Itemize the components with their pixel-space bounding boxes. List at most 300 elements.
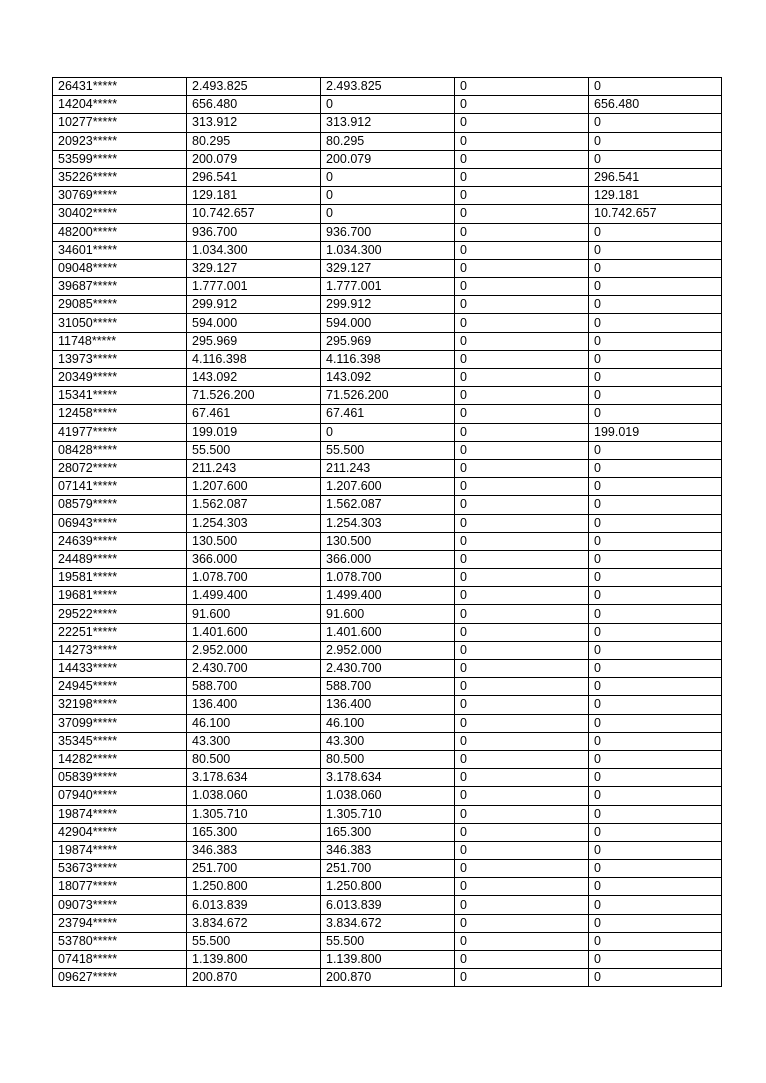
column-4-cell: 0 [455,114,589,132]
amount-cell: 80.295 [187,132,321,150]
amount-cell: 211.243 [187,459,321,477]
column-5-cell: 0 [589,823,722,841]
id-cell: 29522***** [53,605,187,623]
column-5-cell: 0 [589,769,722,787]
id-cell: 28072***** [53,459,187,477]
column-3-cell: 0 [321,168,455,186]
column-4-cell: 0 [455,314,589,332]
column-4-cell: 0 [455,823,589,841]
column-3-cell: 0 [321,187,455,205]
amount-cell: 296.541 [187,168,321,186]
id-cell: 05839***** [53,769,187,787]
id-cell: 07141***** [53,478,187,496]
column-5-cell: 0 [589,660,722,678]
table-row [53,205,722,223]
column-3-cell: 329.127 [321,259,455,277]
column-5-cell: 0 [589,532,722,550]
column-5-cell: 0 [589,514,722,532]
amount-cell: 80.500 [187,750,321,768]
id-cell: 19581***** [53,569,187,587]
column-3-cell: 55.500 [321,932,455,950]
column-4-cell: 0 [455,605,589,623]
table-row [53,532,722,550]
column-5-cell: 0 [589,78,722,96]
column-5-cell: 0 [589,405,722,423]
id-cell: 30402***** [53,205,187,223]
amount-cell: 1.207.600 [187,478,321,496]
column-4-cell: 0 [455,132,589,150]
table-row [53,314,722,332]
column-3-cell: 313.912 [321,114,455,132]
id-cell: 24489***** [53,550,187,568]
column-3-cell: 55.500 [321,441,455,459]
table-row [53,132,722,150]
amount-cell: 1.034.300 [187,241,321,259]
table-row [53,150,722,168]
column-4-cell: 0 [455,205,589,223]
table-row [53,678,722,696]
column-3-cell: 299.912 [321,296,455,314]
column-3-cell: 1.499.400 [321,587,455,605]
column-4-cell: 0 [455,187,589,205]
column-3-cell: 295.969 [321,332,455,350]
table-row [53,278,722,296]
column-5-cell: 0 [589,732,722,750]
amount-cell: 67.461 [187,405,321,423]
id-cell: 53673***** [53,860,187,878]
column-5-cell: 0 [589,332,722,350]
id-cell: 18077***** [53,878,187,896]
column-3-cell: 594.000 [321,314,455,332]
column-5-cell: 129.181 [589,187,722,205]
column-4-cell: 0 [455,714,589,732]
column-5-cell: 0 [589,132,722,150]
id-cell: 10277***** [53,114,187,132]
amount-cell: 1.078.700 [187,569,321,587]
id-cell: 19681***** [53,587,187,605]
id-cell: 15341***** [53,387,187,405]
column-3-cell: 80.295 [321,132,455,150]
id-cell: 35226***** [53,168,187,186]
table-row [53,514,722,532]
table-row [53,660,722,678]
amount-cell: 199.019 [187,423,321,441]
amount-cell: 43.300 [187,732,321,750]
amount-cell: 55.500 [187,441,321,459]
column-4-cell: 0 [455,514,589,532]
table-row [53,550,722,568]
column-3-cell: 2.430.700 [321,660,455,678]
amount-cell: 200.079 [187,150,321,168]
column-3-cell: 0 [321,205,455,223]
amount-cell: 936.700 [187,223,321,241]
column-3-cell: 130.500 [321,532,455,550]
column-4-cell: 0 [455,478,589,496]
column-3-cell: 1.034.300 [321,241,455,259]
column-5-cell: 0 [589,223,722,241]
table-row [53,569,722,587]
id-cell: 13973***** [53,350,187,368]
amount-cell: 136.400 [187,696,321,714]
amount-cell: 594.000 [187,314,321,332]
table-row [53,168,722,186]
column-5-cell: 0 [589,841,722,859]
id-cell: 29085***** [53,296,187,314]
column-4-cell: 0 [455,569,589,587]
amount-cell: 1.562.087 [187,496,321,514]
id-cell: 19874***** [53,841,187,859]
column-5-cell: 0 [589,896,722,914]
column-4-cell: 0 [455,223,589,241]
column-3-cell: 1.207.600 [321,478,455,496]
table-row [53,441,722,459]
column-5-cell: 199.019 [589,423,722,441]
amount-cell: 1.254.303 [187,514,321,532]
column-4-cell: 0 [455,896,589,914]
id-cell: 37099***** [53,714,187,732]
column-5-cell: 296.541 [589,168,722,186]
table-row [53,405,722,423]
column-5-cell: 0 [589,259,722,277]
column-5-cell: 0 [589,478,722,496]
id-cell: 14204***** [53,96,187,114]
amount-cell: 299.912 [187,296,321,314]
id-cell: 20349***** [53,369,187,387]
id-cell: 41977***** [53,423,187,441]
amount-cell: 2.952.000 [187,641,321,659]
column-4-cell: 0 [455,932,589,950]
column-3-cell: 1.078.700 [321,569,455,587]
id-cell: 06943***** [53,514,187,532]
table-row [53,696,722,714]
id-cell: 48200***** [53,223,187,241]
amount-cell: 91.600 [187,605,321,623]
column-4-cell: 0 [455,878,589,896]
column-4-cell: 0 [455,387,589,405]
column-5-cell: 0 [589,496,722,514]
amount-cell: 200.870 [187,969,321,987]
id-cell: 24639***** [53,532,187,550]
column-5-cell: 0 [589,951,722,969]
amount-cell: 6.013.839 [187,896,321,914]
table-row [53,496,722,514]
table-row [53,96,722,114]
table-row [53,750,722,768]
amount-cell: 143.092 [187,369,321,387]
id-cell: 30769***** [53,187,187,205]
column-3-cell: 67.461 [321,405,455,423]
table-row [53,187,722,205]
column-4-cell: 0 [455,841,589,859]
column-5-cell: 0 [589,459,722,477]
column-3-cell: 3.178.634 [321,769,455,787]
column-5-cell: 0 [589,114,722,132]
column-4-cell: 0 [455,496,589,514]
amount-cell: 130.500 [187,532,321,550]
column-5-cell: 0 [589,787,722,805]
table-row [53,641,722,659]
amount-cell: 313.912 [187,114,321,132]
column-3-cell: 91.600 [321,605,455,623]
id-cell: 09048***** [53,259,187,277]
column-3-cell: 165.300 [321,823,455,841]
column-3-cell: 0 [321,423,455,441]
column-4-cell: 0 [455,259,589,277]
id-cell: 14433***** [53,660,187,678]
column-3-cell: 936.700 [321,223,455,241]
column-4-cell: 0 [455,769,589,787]
amount-cell: 1.305.710 [187,805,321,823]
id-cell: 26431***** [53,78,187,96]
id-cell: 07418***** [53,951,187,969]
amount-cell: 3.178.634 [187,769,321,787]
column-3-cell: 1.777.001 [321,278,455,296]
column-4-cell: 0 [455,78,589,96]
table-row [53,823,722,841]
amount-cell: 10.742.657 [187,205,321,223]
column-4-cell: 0 [455,423,589,441]
table-row [53,423,722,441]
column-3-cell: 1.562.087 [321,496,455,514]
column-3-cell: 80.500 [321,750,455,768]
amount-cell: 4.116.398 [187,350,321,368]
table-row [53,932,722,950]
table-row [53,805,722,823]
table-row [53,387,722,405]
id-cell: 12458***** [53,405,187,423]
table-row [53,350,722,368]
column-5-cell: 0 [589,441,722,459]
column-5-cell: 0 [589,241,722,259]
table-row [53,478,722,496]
column-4-cell: 0 [455,405,589,423]
amount-cell: 2.430.700 [187,660,321,678]
column-5-cell: 0 [589,878,722,896]
column-4-cell: 0 [455,332,589,350]
amount-cell: 1.250.800 [187,878,321,896]
table-row [53,587,722,605]
amount-cell: 1.038.060 [187,787,321,805]
column-5-cell: 0 [589,350,722,368]
column-3-cell: 200.079 [321,150,455,168]
table-row [53,969,722,987]
column-4-cell: 0 [455,532,589,550]
amount-cell: 2.493.825 [187,78,321,96]
column-4-cell: 0 [455,96,589,114]
column-3-cell: 4.116.398 [321,350,455,368]
column-3-cell: 71.526.200 [321,387,455,405]
id-cell: 22251***** [53,623,187,641]
id-cell: 11748***** [53,332,187,350]
column-3-cell: 143.092 [321,369,455,387]
amount-cell: 366.000 [187,550,321,568]
column-5-cell: 0 [589,314,722,332]
table-row [53,769,722,787]
column-5-cell: 0 [589,714,722,732]
column-4-cell: 0 [455,241,589,259]
table-row [53,459,722,477]
column-5-cell: 0 [589,387,722,405]
column-4-cell: 0 [455,641,589,659]
amount-cell: 1.139.800 [187,951,321,969]
column-3-cell: 1.305.710 [321,805,455,823]
column-4-cell: 0 [455,696,589,714]
id-cell: 35345***** [53,732,187,750]
column-5-cell: 0 [589,623,722,641]
column-3-cell: 1.401.600 [321,623,455,641]
column-4-cell: 0 [455,587,589,605]
id-cell: 24945***** [53,678,187,696]
column-3-cell: 2.952.000 [321,641,455,659]
column-5-cell: 0 [589,805,722,823]
table-row [53,896,722,914]
column-4-cell: 0 [455,860,589,878]
id-cell: 19874***** [53,805,187,823]
column-4-cell: 0 [455,787,589,805]
table-row [53,259,722,277]
amount-cell: 346.383 [187,841,321,859]
table-row [53,78,722,96]
id-cell: 14282***** [53,750,187,768]
table-row [53,860,722,878]
id-cell: 08428***** [53,441,187,459]
column-5-cell: 0 [589,750,722,768]
column-5-cell: 0 [589,969,722,987]
id-cell: 53780***** [53,932,187,950]
table-row [53,623,722,641]
column-3-cell: 346.383 [321,841,455,859]
id-cell: 34601***** [53,241,187,259]
column-4-cell: 0 [455,150,589,168]
table-row [53,332,722,350]
table-row [53,951,722,969]
column-4-cell: 0 [455,278,589,296]
column-5-cell: 0 [589,587,722,605]
amount-cell: 295.969 [187,332,321,350]
amount-cell: 3.834.672 [187,914,321,932]
column-3-cell: 1.254.303 [321,514,455,532]
column-3-cell: 1.038.060 [321,787,455,805]
column-3-cell: 2.493.825 [321,78,455,96]
column-5-cell: 0 [589,369,722,387]
id-cell: 07940***** [53,787,187,805]
table-row [53,223,722,241]
amount-cell: 656.480 [187,96,321,114]
table-row [53,841,722,859]
column-5-cell: 0 [589,914,722,932]
column-5-cell: 0 [589,278,722,296]
id-cell: 53599***** [53,150,187,168]
column-4-cell: 0 [455,296,589,314]
id-cell: 20923***** [53,132,187,150]
column-5-cell: 0 [589,569,722,587]
column-3-cell: 200.870 [321,969,455,987]
column-5-cell: 0 [589,678,722,696]
amount-cell: 1.777.001 [187,278,321,296]
column-4-cell: 0 [455,969,589,987]
id-cell: 08579***** [53,496,187,514]
table-body [53,78,722,987]
amount-cell: 1.499.400 [187,587,321,605]
column-3-cell: 251.700 [321,860,455,878]
column-5-cell: 0 [589,296,722,314]
column-5-cell: 0 [589,932,722,950]
column-3-cell: 366.000 [321,550,455,568]
column-4-cell: 0 [455,732,589,750]
table-row [53,241,722,259]
column-4-cell: 0 [455,459,589,477]
table-row [53,878,722,896]
table-row [53,605,722,623]
amount-cell: 46.100 [187,714,321,732]
column-3-cell: 6.013.839 [321,896,455,914]
column-5-cell: 10.742.657 [589,205,722,223]
column-4-cell: 0 [455,168,589,186]
data-table [52,77,722,987]
amount-cell: 71.526.200 [187,387,321,405]
amount-cell: 251.700 [187,860,321,878]
amount-cell: 55.500 [187,932,321,950]
column-4-cell: 0 [455,350,589,368]
id-cell: 14273***** [53,641,187,659]
table-row [53,114,722,132]
column-3-cell: 46.100 [321,714,455,732]
column-4-cell: 0 [455,805,589,823]
column-3-cell: 1.250.800 [321,878,455,896]
id-cell: 31050***** [53,314,187,332]
column-3-cell: 3.834.672 [321,914,455,932]
table-row [53,732,722,750]
amount-cell: 165.300 [187,823,321,841]
id-cell: 42904***** [53,823,187,841]
id-cell: 23794***** [53,914,187,932]
amount-cell: 588.700 [187,678,321,696]
column-5-cell: 0 [589,550,722,568]
column-5-cell: 656.480 [589,96,722,114]
column-3-cell: 136.400 [321,696,455,714]
column-4-cell: 0 [455,550,589,568]
table-row [53,914,722,932]
column-4-cell: 0 [455,369,589,387]
column-3-cell: 0 [321,96,455,114]
column-5-cell: 0 [589,860,722,878]
table-row [53,714,722,732]
table-row [53,369,722,387]
column-4-cell: 0 [455,951,589,969]
column-4-cell: 0 [455,750,589,768]
amount-cell: 1.401.600 [187,623,321,641]
amount-cell: 329.127 [187,259,321,277]
column-3-cell: 43.300 [321,732,455,750]
column-3-cell: 1.139.800 [321,951,455,969]
id-cell: 32198***** [53,696,187,714]
column-5-cell: 0 [589,605,722,623]
column-4-cell: 0 [455,441,589,459]
document-page [52,77,721,987]
id-cell: 09627***** [53,969,187,987]
table-row [53,787,722,805]
column-4-cell: 0 [455,623,589,641]
table-row [53,296,722,314]
column-4-cell: 0 [455,678,589,696]
id-cell: 39687***** [53,278,187,296]
column-4-cell: 0 [455,914,589,932]
column-3-cell: 588.700 [321,678,455,696]
id-cell: 09073***** [53,896,187,914]
column-4-cell: 0 [455,660,589,678]
amount-cell: 129.181 [187,187,321,205]
column-5-cell: 0 [589,641,722,659]
